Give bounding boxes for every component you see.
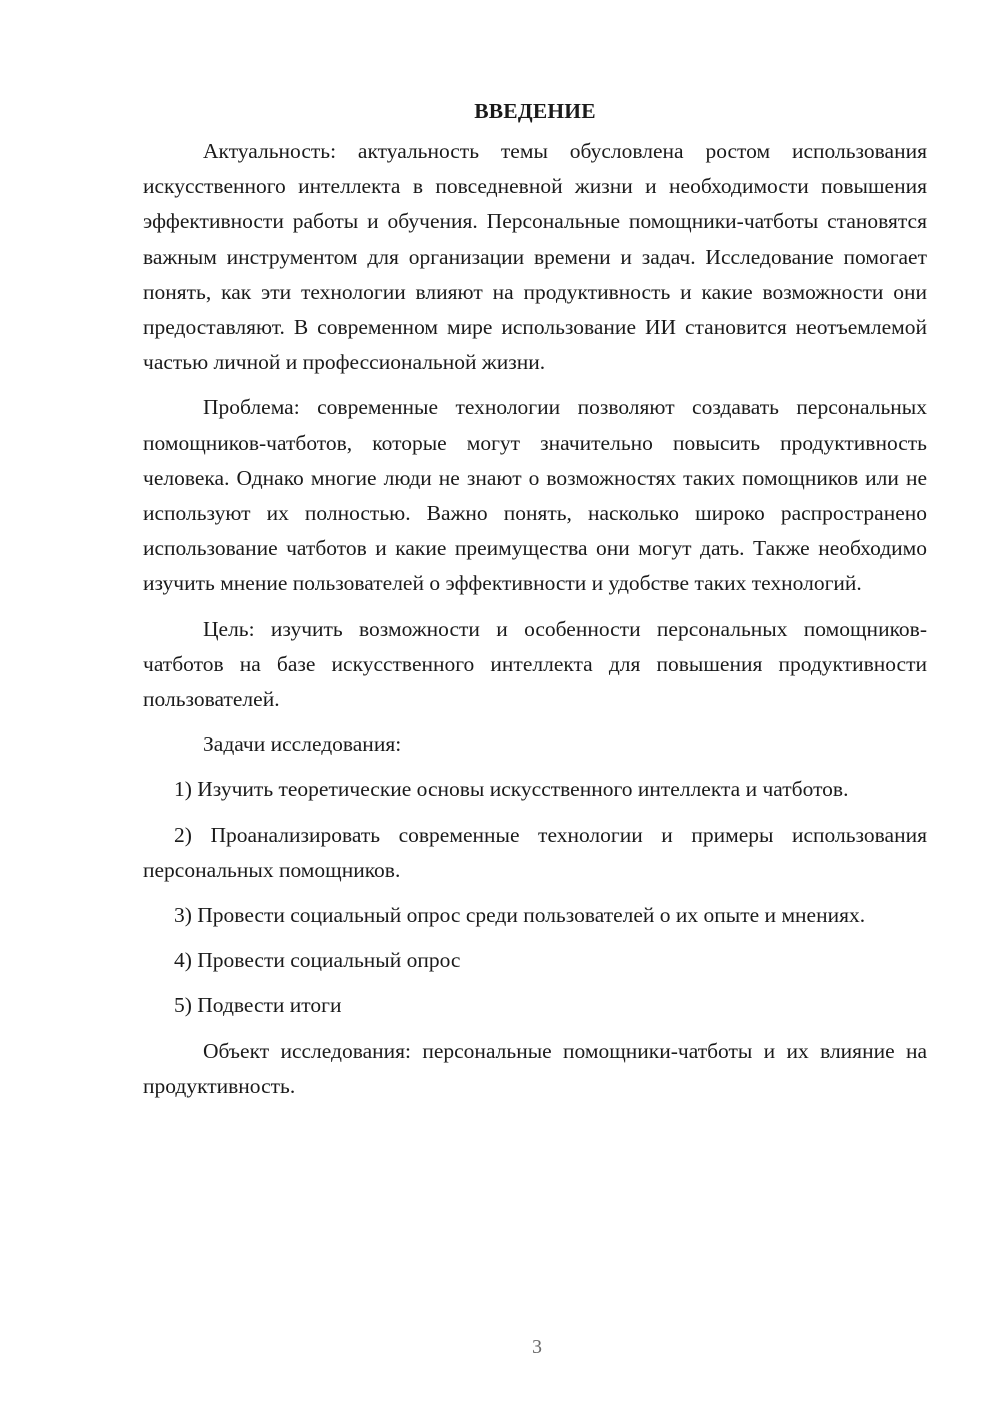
task-item-4: 4) Провести социальный опрос xyxy=(174,948,461,973)
relevance-paragraph: Актуальность: актуальность темы обусловлена ростом использования искусственного интеллекта в повседневной жизни и необходимости повышения эффективности работы и обучения. Персональные помощники-чатботы становятся важным инструментом для организации времени и задач. Исследование помогает понять, как эти технологии влияют на продуктивность и какие возможности они предоставляют. В современном мире использование ИИ становится неотъемлемой частью личной и профессиональной жизни. xyxy=(143,139,927,375)
task-item-5: 5) Подвести итоги xyxy=(174,993,342,1018)
goal-paragraph: Цель: изучить возможности и особенности персональных помощников-чатботов на базе искусственного интеллекта для повышения продуктивности пользователей. xyxy=(143,616,927,712)
task-item-1: 1) Изучить теоретические основы искусственного интеллекта и чатботов. xyxy=(174,777,849,802)
task-item-3: 3) Провести социальный опрос среди пользователей о их опыте и мнениях. xyxy=(174,903,866,928)
section-title: ВВЕДЕНИЕ xyxy=(474,99,596,123)
task-item-2: 2) Проанализировать современные технологии и примеры использования персональных помощников. xyxy=(143,822,927,882)
page-number: 3 xyxy=(532,1336,542,1358)
problem-paragraph: Проблема: современные технологии позволяют создавать персональных помощников-чатботов, которые могут значительно повысить продуктивность человека. Однако многие люди не знают о возможностях таких помощников или не используют их полностью. Важно понять, насколько широко распространено использование чатботов и какие преимущества они могут дать. Также необходимо изучить мнение пользователей о эффективности и удобстве таких технологий. xyxy=(143,395,927,596)
object-paragraph: Объект исследования: персональные помощники-чатботы и их влияние на продуктивность. xyxy=(143,1038,927,1098)
tasks-heading: Задачи исследования: xyxy=(203,732,402,757)
page-content xyxy=(143,94,927,1114)
